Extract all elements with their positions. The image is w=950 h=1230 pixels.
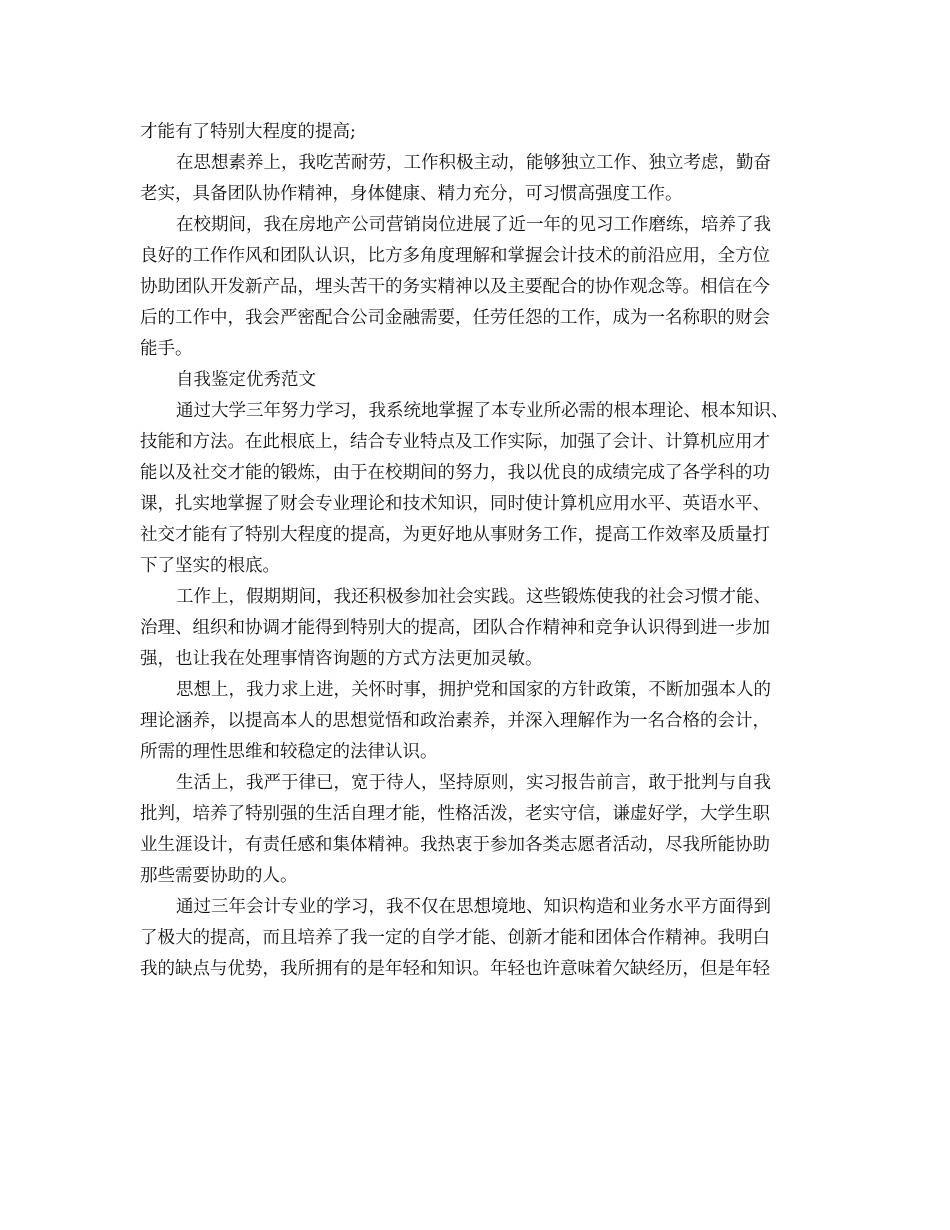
text-line: 自我鉴定优秀范文: [176, 370, 316, 390]
text-line: 才能有了特别大程度的提高;: [140, 122, 356, 142]
text-line: 良好的工作作风和团队认识，比方多角度理解和掌握会计技术的前沿应用，全方位: [140, 246, 770, 266]
text-line: 老实，具备团队协作精神，身体健康、精力充分，可习惯高强度工作。: [140, 184, 683, 204]
text-line: 协助团队开发新产品，埋头苦干的务实精神以及主要配合的协作观念等。相信在今: [140, 277, 770, 297]
text-line: 所需的理性思维和较稳定的法律认识。: [140, 742, 438, 762]
text-line: 了极大的提高，而且培养了我一定的自学才能、创新才能和团体合作精神。我明白: [140, 928, 770, 948]
document-body: [140, 117, 820, 985]
text-line: 通过三年会计专业的学习，我不仅在思想境地、知识构造和业务水平方面得到: [176, 897, 771, 917]
text-line: 我的缺点与优势，我所拥有的是年轻和知识。年轻也许意味着欠缺经历，但是年轻: [140, 959, 770, 979]
text-line: 能以及社交才能的锻炼，由于在校期间的努力，我以优良的成绩完成了各学科的功: [140, 463, 770, 483]
text-line: 思想上，我力求上进，关怀时事，拥护党和国家的方针政策，不断加强本人的: [176, 680, 771, 700]
text-line: 强，也让我在处理事情咨询题的方式方法更加灵敏。: [140, 649, 543, 669]
text-line: 治理、组织和协调才能得到特别大的提高，团队合作精神和竞争认识得到进一步加: [140, 618, 770, 638]
text-line: 工作上，假期期间，我还积极参加社会实践。这些锻炼使我的社会习惯才能、: [176, 587, 771, 607]
text-line: 技能和方法。在此根底上，结合专业特点及工作实际，加强了会计、计算机应用才: [140, 432, 770, 452]
text-line: 通过大学三年努力学习，我系统地掌握了本专业所必需的根本理论、根本知识、: [176, 401, 789, 421]
text-line: 业生涯设计，有责任感和集体精神。我热衷于参加各类志愿者活动，尽我所能协助: [140, 835, 770, 855]
text-line: 理论涵养，以提高本人的思想觉悟和政治素养，并深入理解作为一名合格的会计，: [140, 711, 770, 731]
text-line: 课，扎实地掌握了财会专业理论和技术知识，同时使计算机应用水平、英语水平、: [140, 494, 770, 514]
text-line: 批判，培养了特别强的生活自理才能，性格活泼，老实守信，谦虚好学，大学生职: [140, 804, 770, 824]
text-line: 在思想素养上，我吃苦耐劳，工作积极主动，能够独立工作、独立考虑，勤奋: [176, 153, 771, 173]
text-line: 下了坚实的根底。: [140, 556, 280, 576]
text-line: 生活上，我严于律已，宽于待人，坚持原则，实习报告前言，敢于批判与自我: [176, 773, 771, 793]
text-line: 社交才能有了特别大程度的提高，为更好地从事财务工作，提高工作效率及质量打: [140, 525, 770, 545]
text-line: 在校期间，我在房地产公司营销岗位进展了近一年的见习工作磨练，培养了我: [176, 215, 771, 235]
text-line: 那些需要协助的人。: [140, 866, 298, 886]
text-line: 能手。: [140, 339, 193, 359]
text-line: 后的工作中，我会严密配合公司金融需要，任劳任怨的工作，成为一名称职的财会: [140, 308, 770, 328]
